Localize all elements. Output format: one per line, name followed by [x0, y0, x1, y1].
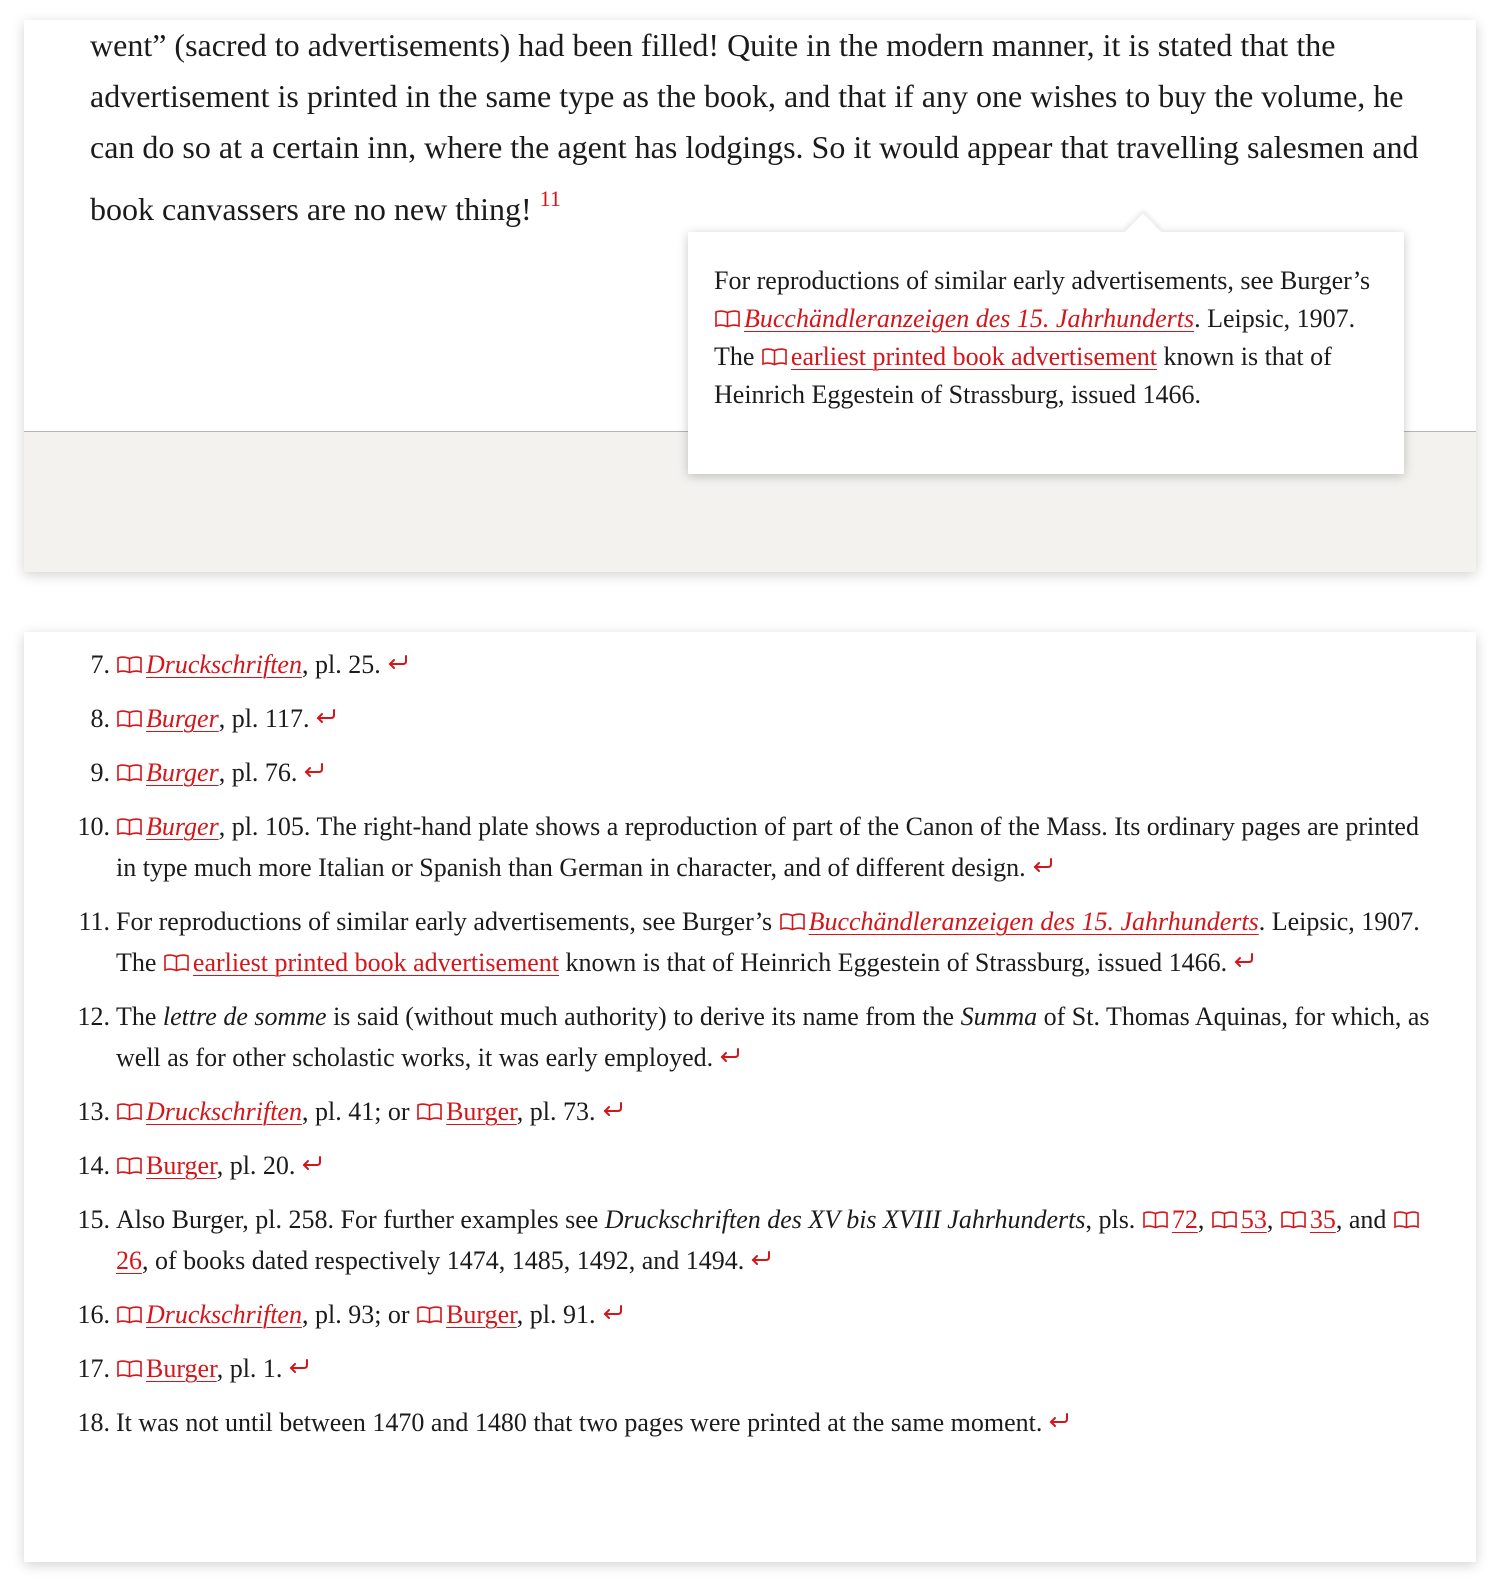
footnote-text: Also Burger, pl. 258. For further examples see: [116, 1205, 605, 1234]
footnote-8: [24, 698, 1476, 739]
footnote-text: It was not until between 1470 and 1480 that two pages were printed at the same moment.: [116, 1408, 1043, 1437]
return-arrow-icon[interactable]: [1048, 1411, 1070, 1429]
link-burger[interactable]: Burger: [446, 1300, 517, 1329]
book-icon: [416, 1305, 443, 1325]
footnote-number: 16.: [77, 1300, 110, 1329]
book-icon: [116, 763, 143, 783]
footnote-text: known is that of Heinrich Eggestein of Strassburg, issued 1466.: [558, 948, 1228, 977]
footnote-14: [24, 1145, 1476, 1186]
footnote-text: , pls.: [1085, 1205, 1142, 1234]
footnote-11: [24, 901, 1476, 983]
footnote-number: 14.: [77, 1151, 110, 1180]
return-arrow-icon[interactable]: [301, 1154, 323, 1172]
footnote-italic-text: Druckschriften des XV bis XVIII Jahrhunderts: [604, 1205, 1086, 1234]
footnote-number: 11.: [78, 907, 110, 936]
book-icon: [1142, 1210, 1169, 1230]
footnote-number: 8.: [90, 704, 110, 733]
return-arrow-icon[interactable]: [719, 1046, 741, 1064]
book-icon: [416, 1102, 443, 1122]
footnote-text: , pl. 91.: [516, 1300, 596, 1329]
link-bucchandleranzeigen[interactable]: Bucchändleranzeigen des 15. Jahrhunderts: [808, 907, 1259, 936]
footnotes-list: [24, 644, 1476, 1456]
link-burger[interactable]: Burger: [146, 1151, 217, 1180]
footnote-18: [24, 1402, 1476, 1443]
return-arrow-icon[interactable]: [750, 1249, 772, 1267]
footnote-16: [24, 1294, 1476, 1335]
footnote-text: , pl. 20.: [216, 1151, 296, 1180]
footnote-17: [24, 1348, 1476, 1389]
return-arrow-icon[interactable]: [303, 761, 325, 779]
book-icon: [116, 1305, 143, 1325]
link-druckschriften[interactable]: Druckschriften: [146, 650, 302, 679]
return-arrow-icon[interactable]: [387, 653, 409, 671]
footnote-number: 17.: [77, 1354, 110, 1383]
return-arrow-icon[interactable]: [602, 1100, 624, 1118]
footnote-12: [24, 996, 1476, 1078]
link-plate-72[interactable]: 72: [1171, 1205, 1198, 1234]
footnote-number: 18.: [77, 1408, 110, 1437]
footnote-text: , and: [1335, 1205, 1393, 1234]
footnote-number: 9.: [90, 758, 110, 787]
body-text: [90, 20, 1430, 235]
footnote-7: [24, 644, 1476, 685]
footnote-9: [24, 752, 1476, 793]
footnote-ref-11[interactable]: 11: [539, 186, 561, 211]
popover-link-earliest-advertisement[interactable]: earliest printed book advertisement: [790, 342, 1157, 371]
footnote-text: , pl. 41; or: [301, 1097, 417, 1126]
book-icon: [1280, 1210, 1307, 1230]
book-icon: [714, 309, 741, 329]
return-arrow-icon[interactable]: [1233, 951, 1255, 969]
footnote-text: , pl. 76.: [218, 758, 298, 787]
footnote-text: of St. Thomas Aquinas, for which, as well as for other scholastic works, it was early employed.: [116, 1002, 1430, 1072]
footnote-text: ,: [1197, 1205, 1211, 1234]
footnote-text: . Leipsic, 1907. The: [116, 907, 1420, 977]
return-arrow-icon[interactable]: [315, 707, 337, 725]
book-icon: [779, 912, 806, 932]
footnote-13: [24, 1091, 1476, 1132]
link-burger[interactable]: Burger: [146, 812, 219, 841]
footnote-15: [24, 1199, 1476, 1281]
footnote-popover: [688, 232, 1404, 474]
link-druckschriften[interactable]: Druckschriften: [146, 1300, 302, 1329]
footnote-number: 13.: [77, 1097, 110, 1126]
book-icon: [116, 1359, 143, 1379]
popover-link-bucchandleranzeigen[interactable]: Bucchändleranzeigen des 15. Jahrhunderts: [744, 304, 1195, 333]
footnote-text: , pl. 25.: [301, 650, 381, 679]
return-arrow-icon[interactable]: [602, 1303, 624, 1321]
footnote-number: 10.: [77, 812, 110, 841]
link-plate-35[interactable]: 35: [1309, 1205, 1336, 1234]
book-icon: [116, 1156, 143, 1176]
link-earliest-advertisement[interactable]: earliest printed book advertisement: [192, 948, 559, 977]
popover-text: For reproductions of similar early advertisements, see Burger’s: [714, 266, 1371, 295]
return-arrow-icon[interactable]: [1032, 856, 1054, 874]
footnote-number: 7.: [90, 650, 110, 679]
footnote-text: is said (without much authority) to derive its name from the: [326, 1002, 961, 1031]
footnote-text: The: [116, 1002, 163, 1031]
link-burger[interactable]: Burger: [146, 704, 219, 733]
footnote-italic-text: lettre de somme: [162, 1002, 327, 1031]
footnote-text: ,: [1266, 1205, 1280, 1234]
book-icon: [116, 817, 143, 837]
popover-text: . Leipsic, 1907. The: [714, 304, 1356, 371]
book-icon: [116, 655, 143, 675]
reader-panel: [24, 20, 1476, 572]
book-icon: [163, 953, 190, 973]
book-icon: [761, 347, 788, 367]
book-icon: [116, 1102, 143, 1122]
body-paragraph-text: went” (sacred to advertisements) had been filled! Quite in the modern manner, it is stated that the advertisement is printed in the same type as the book, and that if any one wishes to buy the volume, he can do so at a certain inn, where the agent has lodgings. So it would appear that travelling salesmen and book canvassers are no new thing!: [90, 27, 1419, 227]
footnote-text: , pl. 117.: [218, 704, 310, 733]
footnotes-panel: [24, 632, 1476, 1562]
footnote-text: , pl. 105. The right-hand plate shows a reproduction of part of the Canon of the Mass. Its ordinary pages are printed in type much more Italian or Spanish than German in character, and of different design.: [116, 812, 1419, 882]
popover-text: known is that of Heinrich Eggestein of Strassburg, issued 1466.: [714, 342, 1332, 409]
link-burger[interactable]: Burger: [146, 1354, 217, 1383]
footnote-text: For reproductions of similar early advertisements, see Burger’s: [116, 907, 779, 936]
footnote-italic-text: Summa: [960, 1002, 1038, 1031]
book-icon: [116, 709, 143, 729]
footnote-number: 12.: [77, 1002, 110, 1031]
return-arrow-icon[interactable]: [288, 1357, 310, 1375]
body-paragraph: [90, 20, 1430, 235]
footnote-text: , pl. 73.: [516, 1097, 596, 1126]
footnote-text: , pl. 1.: [216, 1354, 283, 1383]
book-icon: [1211, 1210, 1238, 1230]
link-burger[interactable]: Burger: [446, 1097, 517, 1126]
footnote-text: , pl. 93; or: [301, 1300, 417, 1329]
footnote-10: [24, 806, 1476, 888]
link-plate-53[interactable]: 53: [1240, 1205, 1267, 1234]
book-icon: [1393, 1210, 1420, 1230]
footnote-number: 15.: [77, 1205, 110, 1234]
link-plate-26[interactable]: 26: [116, 1246, 142, 1275]
popover-content: [714, 262, 1378, 414]
footnote-text: , of books dated respectively 1474, 1485, 1492, and 1494.: [142, 1246, 745, 1275]
link-druckschriften[interactable]: Druckschriften: [146, 1097, 302, 1126]
link-burger[interactable]: Burger: [146, 758, 219, 787]
